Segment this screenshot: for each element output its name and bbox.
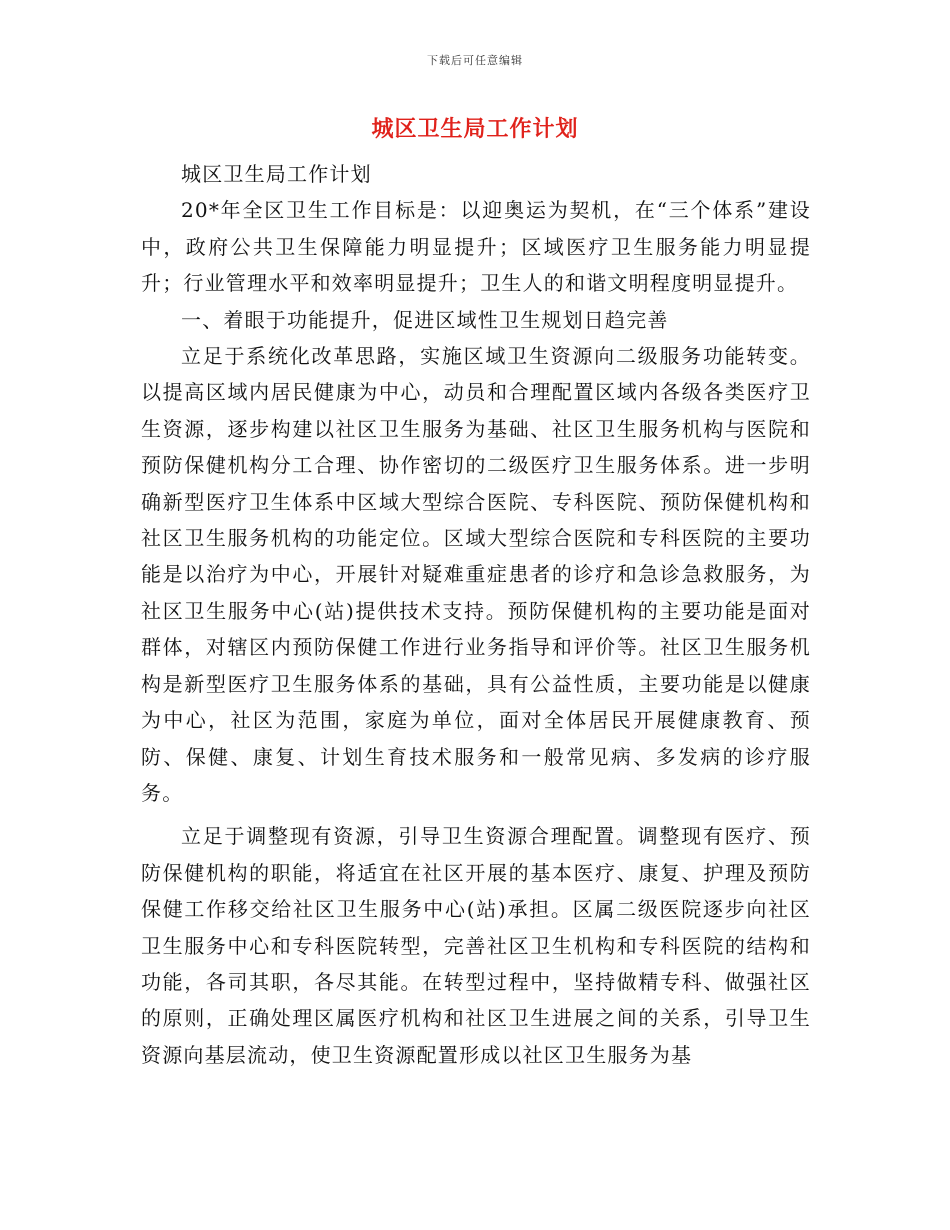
paragraph-goal: 20*年全区卫生工作目标是：以迎奥运为契机，在“三个体系”建设中，政府公共卫生保障能力明显提升；区域医疗卫生服务能力明显提升；行业管理水平和效率明显提升；卫生人的和谐文明程度明显提升。: [141, 198, 811, 296]
header-note: 下载后可任意编辑: [427, 54, 523, 67]
section-heading: 一、着眼于功能提升，促进区域性卫生规划日趋完善: [181, 307, 669, 332]
paragraph-subtitle: 城区卫生局工作计划: [181, 162, 372, 186]
paragraph-system-reform: 立足于系统化改革思路，实施区域卫生资源向二级服务功能转变。以提高区域内居民健康为中心，动员和合理配置区域内各级各类医疗卫生资源，逐步构建以社区卫生服务为基础、社区卫生服务机构与医院和预防保健机构分工合理、协作密切的二级医疗卫生服务体系。进一步明确新型医疗卫生体系中区域大型综合医院、专科医院、预防保健机构和社区卫生服务机构的功能定位。区域大型综合医院和专科医院的主要功能是以治疗为中心，开展针对疑难重症患者的诊疗和急诊急救服务，为社区卫生服务中心(站)提供技术支持。预防保健机构的主要功能是面对群体，对辖区内预防保健工作进行业务指导和评价等。社区卫生服务机构是新型医疗卫生服务体系的基础，具有公益性质，主要功能是以健康为中心，社区为范围，家庭为单位，面对全体居民开展健康教育、预防、保健、康复、计划生育技术服务和一般常见病、多发病的诊疗服务。: [141, 344, 811, 805]
paragraph-resource-adjustment: 立足于调整现有资源，引导卫生资源合理配置。调整现有医疗、预防保健机构的职能，将适宜在社区开展的基本医疗、康复、护理及预防保健工作移交给社区卫生服务中心(站)承担。区属二级医院逐步向社区卫生服务中心和专科医院转型，完善社区卫生机构和专科医院的结构和功能，各司其职，各尽其能。在转型过程中，坚持做精专科、做强社区的原则，正确处理区属医疗机构和社区卫生进展之间的关系，引导卫生资源向基层流动，使卫生资源配置形成以社区卫生服务为基: [141, 824, 811, 1067]
document-body: [141, 156, 811, 1073]
document-title: 城区卫生局工作计划: [371, 116, 579, 142]
